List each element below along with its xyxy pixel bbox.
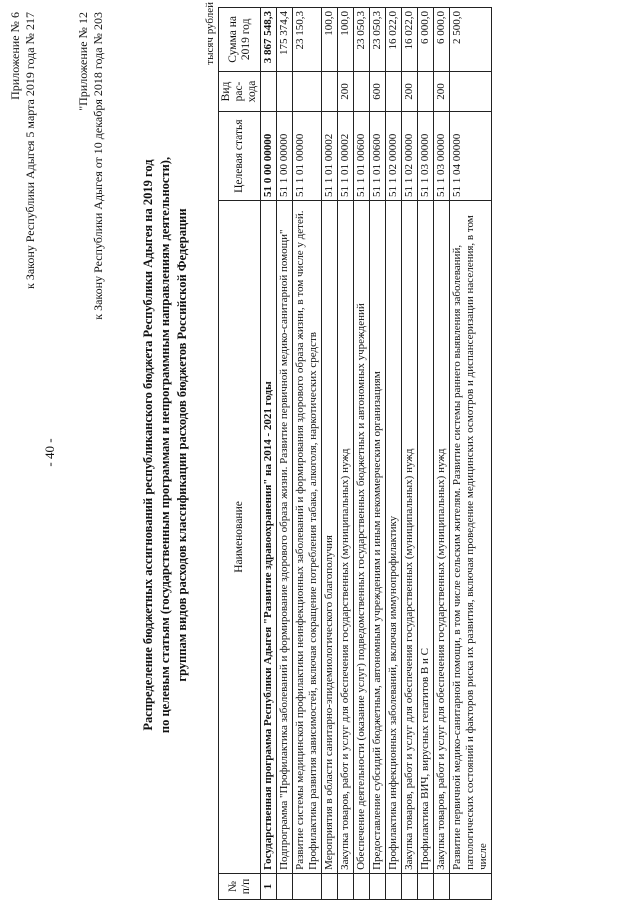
- cell-code: 51 1 03 00000: [418, 112, 434, 201]
- cell-name: Подпрограмма "Профилактика заболеваний и формирование здорового образа жизни. Развитие первичной медико-санитарной помощи": [277, 201, 293, 874]
- cell-vid: [277, 71, 293, 112]
- cell-code: 51 1 02 00000: [386, 112, 402, 201]
- table-row: [434, 8, 450, 900]
- cell-sum: 3 867 548,3: [261, 8, 277, 72]
- table-header-row: [219, 8, 261, 900]
- cell-vid: [450, 71, 492, 112]
- budget-table: [218, 7, 492, 900]
- table-row: [418, 8, 434, 900]
- cell-no: [354, 873, 370, 899]
- appendix-6-line1: Приложение № 6: [8, 12, 22, 100]
- cell-name: Профилактика ВИЧ, вирусных гепатитов В и С: [418, 201, 434, 874]
- cell-no: [434, 873, 450, 899]
- cell-name: Обеспечение деятельности (оказание услуг) подведомственных государственных бюджетных и автономных учреждений: [354, 201, 370, 874]
- cell-sum: 23 050,3: [370, 8, 386, 72]
- table-row: [338, 8, 354, 900]
- table-row: [354, 8, 370, 900]
- cell-name: Профилактика инфекционных заболеваний, включая иммунопрофилактику: [386, 201, 402, 874]
- table-row: [293, 8, 322, 900]
- cell-code: 51 1 02 00000: [402, 112, 418, 201]
- cell-code: 51 1 01 00000: [293, 112, 322, 201]
- cell-name: Закупка товаров, работ и услуг для обеспечения государственных (муниципальных) нужд: [338, 201, 354, 874]
- cell-no: [450, 873, 492, 899]
- cell-name: Развитие системы медицинской профилактики неинфекционных заболеваний и формирования здорового образа жизни, в том числе у детей. Профилактика развития зависимостей, включая сокращение потребления табака, алкоголя, наркотических средств: [293, 201, 322, 874]
- header-code: Целевая статья: [219, 112, 261, 201]
- cell-sum: 16 022,0: [386, 8, 402, 72]
- cell-vid: [354, 71, 370, 112]
- cell-name: Закупка товаров, работ и услуг для обеспечения государственных (муниципальных) нужд: [434, 201, 450, 874]
- cell-no: 1: [261, 873, 277, 899]
- header-no: № п/п: [219, 873, 261, 899]
- appendix-12-header: [76, 12, 106, 320]
- table-row: [261, 8, 277, 900]
- cell-name: Предоставление субсидий бюджетным, автономным учреждениям и иным некоммерческим организациям: [370, 201, 386, 874]
- cell-sum: 2 500,0: [450, 8, 492, 72]
- table-row: [450, 8, 492, 900]
- cell-code: 51 0 00 00000: [261, 112, 277, 201]
- appendix-12-line1: "Приложение № 12: [76, 12, 90, 111]
- cell-no: [277, 873, 293, 899]
- appendix-6-line2: к Закону Республики Адыгея 5 марта 2019 года № 217: [23, 12, 37, 290]
- title-line1: Распределение бюджетных ассигнований республиканского бюджета Республики Адыгея на 2019 год: [141, 159, 155, 731]
- cell-code: 51 1 01 00600: [370, 112, 386, 201]
- cell-sum: 100,0: [338, 8, 354, 72]
- title-line3: группам видов расходов классификации расходов бюджетов Российской Федерации: [175, 208, 189, 682]
- header-vid: Вид рас- хода: [219, 71, 261, 112]
- cell-code: 51 1 01 00002: [338, 112, 354, 201]
- appendix-6-header: [8, 12, 38, 289]
- cell-vid: 200: [402, 71, 418, 112]
- table-row: [277, 8, 293, 900]
- cell-no: [322, 873, 338, 899]
- cell-sum: 16 022,0: [402, 8, 418, 72]
- cell-code: 51 1 03 00000: [434, 112, 450, 201]
- cell-name: Мероприятия в области санитарно-эпидемиологического благополучия: [322, 201, 338, 874]
- cell-vid: [261, 71, 277, 112]
- header-sum: Сумма на 2019 год: [219, 8, 261, 72]
- cell-no: [293, 873, 322, 899]
- cell-vid: 200: [434, 71, 450, 112]
- cell-no: [338, 873, 354, 899]
- cell-code: 51 1 01 00600: [354, 112, 370, 201]
- cell-sum: 6 000,0: [418, 8, 434, 72]
- cell-no: [418, 873, 434, 899]
- cell-sum: 23 150,3: [293, 8, 322, 72]
- cell-vid: [418, 71, 434, 112]
- table-row: [402, 8, 418, 900]
- cell-vid: 600: [370, 71, 386, 112]
- table-row: [386, 8, 402, 900]
- table-row: [370, 8, 386, 900]
- cell-sum: 100,0: [322, 8, 338, 72]
- cell-name: Закупка товаров, работ и услуг для обеспечения государственных (муниципальных) нужд: [402, 201, 418, 874]
- cell-vid: [293, 71, 322, 112]
- table-row: [322, 8, 338, 900]
- units-label: тысяч рублей: [204, 2, 216, 65]
- title-line2: по целевым статьям (государственным программам и непрограммным направлениям деятельности),: [158, 156, 172, 734]
- page-number: - 40 -: [42, 438, 57, 467]
- appendix-12-line2: к Закону Республики Адыгея от 10 декабря 2018 года № 203: [91, 12, 105, 320]
- header-name: Наименование: [219, 201, 261, 874]
- document-title: [140, 135, 191, 755]
- cell-code: 51 1 00 00000: [277, 112, 293, 201]
- cell-code: 51 1 01 00002: [322, 112, 338, 201]
- cell-no: [370, 873, 386, 899]
- table-body: [261, 8, 492, 900]
- cell-sum: 23 050,3: [354, 8, 370, 72]
- cell-vid: [322, 71, 338, 112]
- cell-vid: 200: [338, 71, 354, 112]
- cell-sum: 6 000,0: [434, 8, 450, 72]
- cell-code: 51 1 04 00000: [450, 112, 492, 201]
- cell-sum: 175 374,4: [277, 8, 293, 72]
- cell-name: Развитие первичной медико-санитарной помощи, в том числе сельским жителям. Развитие системы раннего выявления заболеваний, патологических состояний и факторов риска их развития, включая проведение медицинских осмотров и диспансеризации населения, в том числе: [450, 201, 492, 874]
- cell-vid: [386, 71, 402, 112]
- cell-no: [386, 873, 402, 899]
- cell-name: Государственная программа Республики Адыгея "Развитие здравоохранения" на 2014 - 2021 годы: [261, 201, 277, 874]
- cell-no: [402, 873, 418, 899]
